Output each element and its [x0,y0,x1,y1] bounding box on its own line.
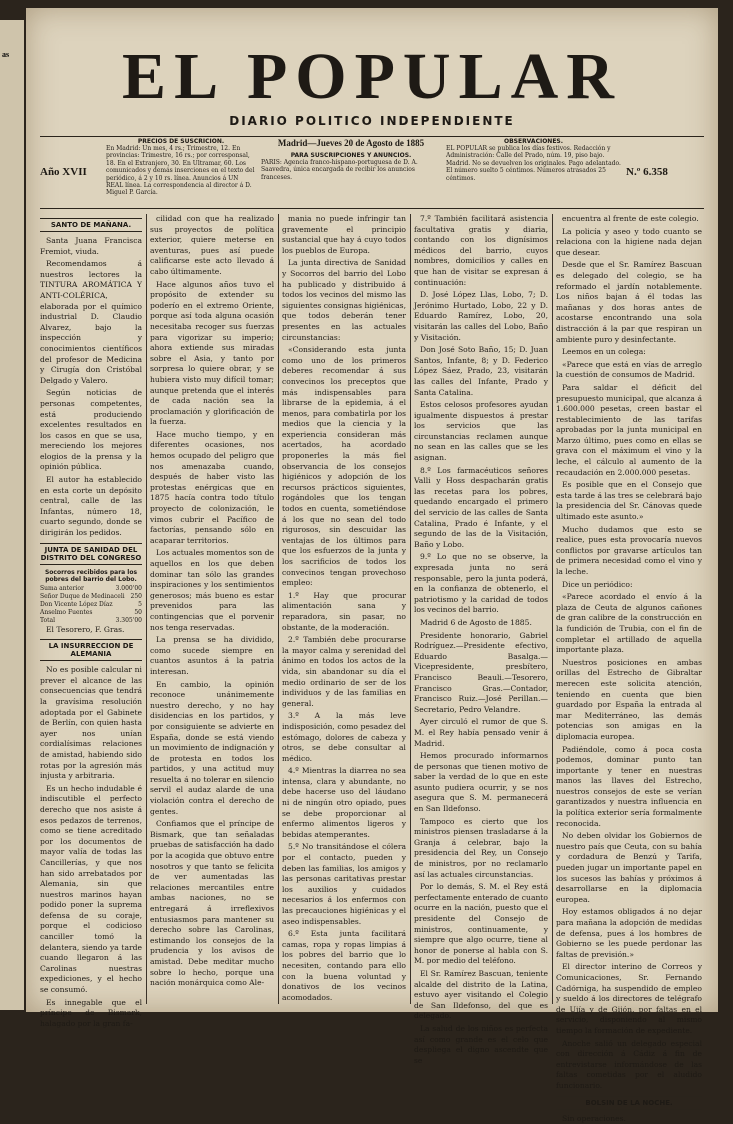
treasurer-signature: El Tesorero, F. Gras. [40,625,142,636]
paragraph: 6.º Esta junta facilitará camas, ropa y ropas limpias á los pobres del barrio que lo necesiten, contando para ello con la buena voluntad y donativos de los vecinos acomodados. [282,929,406,1003]
donation-amount: 3.000'00 [116,585,142,593]
total-amount: 3.305'00 [116,617,142,625]
donation-row [40,601,142,609]
column-divider [410,214,411,1004]
column-divider [278,214,279,1004]
paragraph: La prensa se ha dividido, como sucede siempre en cuantos asuntos á la patria interesan. [150,635,274,677]
paragraph: No deben olvidar los Gobiernos de nuestro país que Ceuta, con su bahía y cordadura de Benzú y Tarifa, pueden jugar un importante papel en los sucesos las bahías y próximos á desarrollarse en la diplomacia europea. [556,831,702,905]
paragraph: La policía y aseo y todo cuanto se relaciona con la higiene nada dejan que desear. [556,227,702,259]
paragraph: mania no puede infringir tan gravemente el principio sustancial que hay á cuyo todos los pueblos de Europa. [282,214,406,256]
paragraph: 3.º A la más leve indisposición, como pesadez del estómago, dolores de cabeza y otros, se debe consultar al médico. [282,711,406,764]
donation-amount: 50 [134,609,142,617]
paragraph: Ayer circuló el rumor de que S. M. el Rey había pensado venir á Madrid. [414,717,548,749]
paragraph: El Sr. Ramírez Bascuan, teniente alcalde del distrito de la Latina, estuvo ayer visitando el Colegio de San Ildefonso, del que es delegado. [414,969,548,1022]
insurrection-heading: LA INSURRECCION DE ALEMANIA [40,639,142,661]
paragraph: Hemos procurado informarnos de personas que tienen motivo de saber la verdad de lo que en este asunto pudiera ocurrir, y se nos asegura que S. M. permanecerá en San Ildefonso. [414,751,548,815]
paragraph: Estos celosos profesores ayudan igualmente dispuestos á prestar los servicios que las circunstancias reclamen aunque no sean en las calles que se les asignan. [414,400,548,464]
donor-name: Anselmo Fuentes [40,609,92,617]
paragraph: 5.º No transitándose el cólera por el contacto, pueden y deben las familias, los amigos y las personas caritativas prestar los auxilios y cuidados necesarios á los enfermos con las precauciones higiénicas y el aseo indispensables. [282,842,406,927]
saint-heading: SANTO DE MAÑANA. [40,218,142,232]
donation-total-row [40,617,142,625]
donation-amount: 250 [131,593,142,601]
paragraph: No es posible calcular ni prever el alcance de las consecuencias que tendrá la gravísima resolución adoptada por el Gabinete de Berlín, con quien hasta ayer nos unían cordialísimas relaciones de amistad, habiendo sido rotas por la agresión más injusta y arbitraria. [40,665,142,782]
paragraph: Leemos en un colega: [556,347,702,358]
paragraph: 7.º También facilitará asistencia facultativa gratis y diaria, contando con los dignísimos médicos del barrio, cuyos nombres, domicilios y calles en que han de visitar se expresan á continuación: [414,214,548,288]
paragraph: cilidad con que ha realizado sus proyectos de política exterior, quiere meterse en aventuras, pues así puede calificarse este acto llevado á cabo últimamente. [150,214,274,278]
paragraph: «Considerando esta junta como uno de los primeros deberes recomendar á sus convecinos los preceptos que más indispensables para librarse de la epidemia, á el menos, para combatirla por los medios que la ciencia y la experiencia consideran más acertados, ha acordado proponerles la más fiel observancia de los consejos higiénicos y adopción de los recursos prácticos siguientes, rogándoles que los tengan todos en cuenta, sometiéndose á los que no sean del todo rigurosos, sin descuidar las ventajas de los últimos para que los esfuerzos de la junta y los sacrificios de todos los convecinos tengan provechoso empleo: [282,345,406,589]
adjacent-page-fragment [0,20,24,1010]
paragraph: La junta directiva de Sanidad y Socorros del barrio del Lobo ha publicado y distribuido á todos los vecinos del mismo las siguientes consignas higiénicas, que todos deberán tener presentes en las actuales circunstancias: [282,258,406,343]
paragraph: «Parece que está en vías de arreglo la cuestión de consumos de Madrid. [556,360,702,381]
dateline: Madrid—Jueves 20 de Agosto de 1885 [261,138,441,148]
paragraph: El director interino de Correos y Comunicaciones, Sr. Fernando Cadórniga, ha suspendido de empleo y sueldo á los directores de telégrafo de Ujía y de Gijón, por faltas en el servicio, disponiendo al mismo tiempo la formación de expediente. [556,962,702,1036]
prices-title: PRECIOS DE SUSCRICION. [106,138,256,145]
paragraph: La salud de los niños es perfecta así como grande es el celo que despliega el digno ascendte que se [414,1024,548,1066]
column-1 [40,214,142,1004]
masthead-title: EL POPULAR [26,44,718,110]
paragraph: «Parece acordado el envío á la plaza de Ceuta de algunos cañones de gran calibre de la construcción en la fundición de Trubia, con el fin de completar el artillado de aquella importante plaza. [556,592,702,656]
paragraph: Anoche salió un delegado especial con dirección á Cádiz á fin de entrevistarse informándose de las faltas cometidas por el aludido funcionario. [556,1039,702,1092]
paragraph: 1.º Hay que procurar alimentación sana y reparadora, sin pasar, no obstante, de la moderación. [282,591,406,633]
paragraph: Por lo demás, S. M. el Rey está perfectamente enterado de cuanto ocurre en la nación, puesto que el presidente del Consejo de ministros, continuamente, y siempre que algo ocurre, tiene al honor de ponerse al habla con S. M. por medio del teléfono. [414,882,548,967]
donor-name: Don Vicente López Díaz [40,601,113,609]
observations-box [446,138,621,208]
paragraph: D. José López Llas, Lobo, 7; D. Jerónimo Hurtado, Lobo, 22 y D. Eduardo Ramírez, Lobo, 20, visitarán las calles del Lobo, Baño y Visitación. [414,290,548,343]
paragraph: Recomendamos á nuestros lectores la TINTURA AROMÁTICA Y ANTI-COLÉRICA, elaborada por el químico industrial D. Claudio Alvarez, bajo la inspección y conocimientos científicos del profesor de Medicina y Cirugía don Cristóbal Delgado y Valero. [40,259,142,386]
paragraph: Los actuales momentos son de aquellos en los que deben dominar tan sólo las grandes inspiraciones y los sentimientos generosos; más bueno es estar prevenidos para las contingencias que el porvenir nos tenga reservadas. [150,548,274,633]
column-2 [150,214,274,1004]
paragraph: Nuestros posiciones en ambas orillas del Estrecho de Gibraltar merecen este solicita atención, teniendo en cuenta que bien guardado por España la entrada al mar Mediterráneo, las demás potencias son amigas en la diplomacia europea. [556,658,702,743]
paragraph: Dice un periódico: [556,580,702,591]
paragraph: Es un hecho indudable é indiscutible el perfecto derecho que nos asiste á esos pedazos de terrenos, como se tiene acreditado por los documentos de mayor valía de todas las Cancillerías, y que nos han sido arrebatados por Alemania, sin que nuestros marinos hayan podido poner la suprema defensa de su coraje, porque el codicioso canciller tomó la delantera, siendo ya tarde cuando llegaron á las Carolinas nuestras expediciones, y el hecho se consumó. [40,784,142,996]
paragraph: encuentra al frente de este colegio. [556,214,702,225]
year-label: Año XVII [40,166,87,178]
paragraph: Es innegable que el príncipe de Bismark, halagado por la gran fa- [40,998,142,1030]
column-divider [552,214,553,1004]
paragraph: Don José Soto Baño, 15; D. Juan Santos, Infante, 8; y D. Federico López Sáez, Prado, 23, visitarán las calles del Infante, Prado y Santa Catalina. [414,345,548,398]
column-divider [146,214,147,1004]
paragraph: Madrid 6 de Agosto de 1885. [414,618,548,629]
donation-row [40,609,142,617]
total-label: Total [40,617,55,625]
subscription-prices-box [106,138,256,208]
bolsin-heading: BOLSIN DE LA NOCHE. [556,1096,702,1110]
donor-name: Señor Duque de Medinaceli [40,593,125,601]
prices-text: En Madrid: Un mes, 4 rs.; Trimestre, 12. En provincias: Trimestre, 16 rs.; por corresponsal, 18. En el Extranjero, 30. En Ultramar, 60. Los comunicados y demás inserciones en el texto del periódico, á 2 y 10 rs. línea. Anuncios á UN REAL línea. La correspondencia al director á D. Miguel P. García. [106,145,256,197]
paragraph: El autor ha establecido en esta corte un depósito central, calle de las Infantas, número 18, cuarto segundo, donde se dirigirán los pedidos. [40,475,142,539]
masthead-subtitle: DIARIO POLITICO INDEPENDIENTE [26,114,718,128]
header-rule-top [40,136,704,137]
donation-row [40,593,142,601]
donor-name: Suma anterior [40,585,84,593]
paragraph: Tampoco es cierto que los ministros piensen trasladarse á la Granja á celebrar, bajo la presidencia del Rey, un Consejo de ministros, por no reclamarlo así las actuales circunstancias. [414,817,548,881]
paragraph: Padiéndole, como á poca costa podemos, dominar punto tan importante y tener en nuestras manos las llaves del Estrecho, nuestros consejos de este se verían garantizados y nuestra influencia en la política exterior sería formalmente reconocida. [556,745,702,830]
newspaper-page [26,8,718,1012]
paragraph: Hace mucho tiempo, y en diferentes ocasiones, nos hemos ocupado del peligro que nos amenazaba cuando, después de haber visto las protestas enérgicas que en 1875 hacía contra todo título proyecto de colonización, le vimos cubrir el Pacífico de factorías, pensando sólo en acaparar territorios. [150,430,274,547]
column-4 [414,214,548,1004]
junta-subheading: Socorros recibidos para los pobres del barrio del Lobo. [40,569,142,583]
paragraph: Desde que el Sr. Ramírez Bascuan es delegado del colegio, se ha reformado el jardín notablemente. Los niños bajan á él todas las mañanas y dos horas antes de acostarse encontrando una sola distracción á la par que respiran un ambiente puro y desinfectante. [556,260,702,345]
column-5 [556,214,702,1004]
paragraph: 4.º Mientras la diarrea no sea intensa, clara y abundante, no debe hacerse uso del láudano ni de ningún otro opiado, pues se debe proporcionar al enfermo alimentos ligeros y bebidas atemperantes. [282,766,406,840]
paragraph: 9.º Lo que no se observe, la expresada junta no será responsable, pero la junta poderá, en la confianza de obtenerlo, el patriotismo y la caridad de todos los vecinos del barrio. [414,552,548,616]
donation-row [40,585,142,593]
donation-amount: 5 [138,601,142,609]
paragraph: Es posible que en el Consejo que esta tarde á las tres se celebrará bajo la presidencia del Sr. Cánovas quede ultimado este asunto.» [556,480,702,522]
paragraph: En cambio, la opinión reconoce unánimemente nuestro derecho, y no hay disidencias en los partidos, y por consiguiente se advierte en España, donde se está viendo un movimiento de indignación y de protesta en todos los partidos, y una actitud muy resuelta á no tolerar en silencio servil el audaz alarde de una violación contra el derecho de gentes. [150,680,274,818]
paragraph: Sin operaciones. [556,1114,702,1124]
header-rule-bottom [40,208,704,209]
paragraph: Hoy estamos obligados á no dejar para mañana la adopción de medidas de defensa, pues á los hombres de Gobierno se les puede perdonar las faltas de previsión.» [556,907,702,960]
dateline-box [261,138,441,208]
paragraph: 2.º También debe procurarse la mayor calma y serenidad del ánimo en todos los actos de la vida, sin abandonar su día el medio ordinario de ser de los individuos y de las familias en general. [282,635,406,709]
paragraph: Según noticias de personas competentes, está produciendo excelentes resultados en los casos en que se usa, mereciendo los mejores elogios de la prensa y la opinión pública. [40,388,142,473]
paragraph: Mucho dudamos que esto se realice, pues esta provocaría nuevos conflictos por gravarse artículos tan de primera necesidad como el vino y la leche. [556,525,702,578]
paragraph: Confiamos que el príncipe de Bismark, que tan señaladas pruebas de satisfacción ha dado por la acogida que obtuvo entre nosotros y que tanto se felicita de ver aumentadas las relaciones mercantiles entre ambas naciones, no se entregará á irreflexivos entusiasmos para mantener su derecho sobre las Carolinas, estimando los consejos de la prudencia y los avisos de amistad. Debe meditar mucho sobre lo hecho, porque una nación monárquica como Ale- [150,819,274,989]
paragraph: Presidente honorario, Gabriel Rodríguez.—Presidente efectivo, Eduardo Basalga.—Vicepresidente, presbítero, Francisco Beauli.—Tesorero, Francisco Gras.—Contador, Francisco Ruiz.—José Perillan.—Secretario, Pedro Velandre. [414,631,548,716]
ads-title: PARA SUSCRIPCIONES Y ANUNCIOS. [261,152,441,159]
adjacent-page-text: as [2,50,24,59]
column-3 [282,214,406,1004]
observations-text: EL POPULAR se publica los días festivos. Redacción y Administración: Calle del Prado, núm. 19, piso bajo. Madrid. No se devuelven los originales. Pago adelantado. El número suelto 5 céntimos. Números atrasados 25 céntimos. [446,145,621,182]
paragraph: 8.º Los farmacéuticos señores Valli y Hoss despacharán gratis las recetas para los pobres, quedando encargado el primero del servicio de las calles de Santa Catalina, Prado é Infante, y el segundo de las de la Visitación, Baño y Lobo. [414,466,548,551]
observations-title: OBSERVACIONES. [446,138,621,145]
junta-heading: JUNTA DE SANIDAD DEL DISTRITO DEL CONGRESO [40,543,142,565]
paragraph: Para saldar el déficit del presupuesto municipal, que alcanza á 1.600.000 pesetas, creen bastar el restablecimiento de las tarifas aprobadas por la junta municipal en Marzo último, pues como en ellas se grava con el máximum el vino y la leche, el cálculo al aumento de la recaudación en 2.000.000 pesetas. [556,383,702,478]
saint-text: Santa Juana Francisca Fremiot, viuda. [40,236,142,257]
issue-number: N.º 6.358 [626,166,668,178]
paragraph: Hace algunos años tuvo el propósito de extender su poderío en el extremo Oriente, porque así toda alguna ocasión necesitaba recoger sus fuerzas para vigorizar su imperio; ahora extiende sus miradas sobre el Asia, y tanto por sorpresa lo quiere obrar, y se hubiera visto muy difícil tomar; aunque pretenda que el interés de cada nación sea la proclamación y glorificación de la fuerza. [150,280,274,428]
ads-text: PARIS: Agencia franco-hispano-portuguesa de D. A. Saavedra, única encargada de recibir los anuncios franceses. [261,159,441,181]
